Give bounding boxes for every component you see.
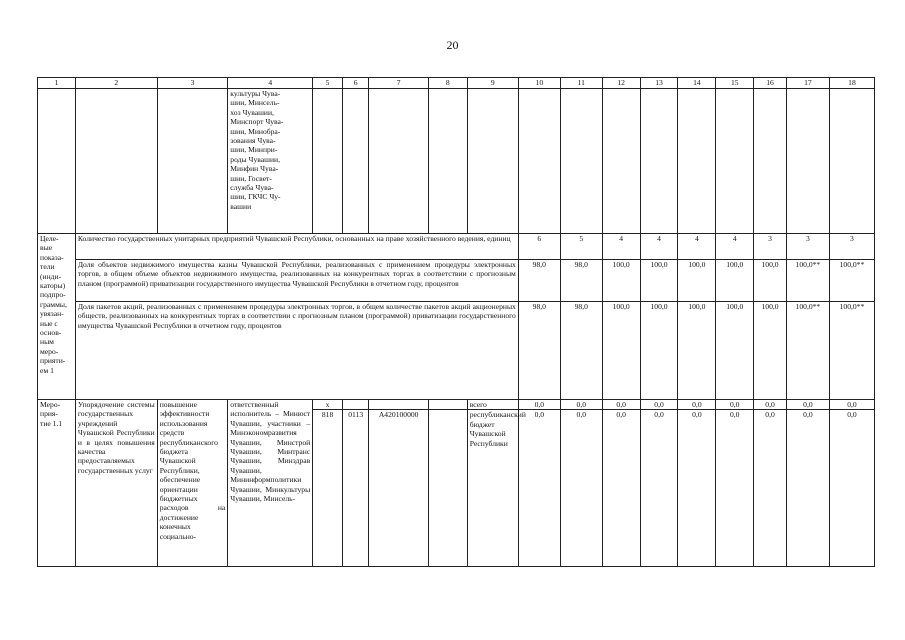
col-header: 8 xyxy=(428,78,467,89)
indicator-value: 4 xyxy=(716,234,754,260)
indicator-value: 100,0 xyxy=(640,302,678,400)
indicator-value: 98,0 xyxy=(518,302,560,400)
indicator-value: 98,0 xyxy=(560,302,602,400)
col-header: 13 xyxy=(640,78,678,89)
funding-value: 0,0 xyxy=(560,410,602,567)
indicator-value: 6 xyxy=(518,234,560,260)
indicator-value: 100,0 xyxy=(602,260,640,302)
col-header: 4 xyxy=(228,78,313,89)
indicator-text: Количество государственных унитарных предприятий Чувашской Республики, основанных на праве хозяйственного ведения, единиц xyxy=(75,234,518,260)
col-header: 2 xyxy=(75,78,157,89)
funding-value: 0,0 xyxy=(518,400,560,410)
funding-value: 0,0 xyxy=(716,410,754,567)
indicator-value: 3 xyxy=(786,234,829,260)
funding-value: 0,0 xyxy=(678,410,716,567)
col-header: 14 xyxy=(678,78,716,89)
expense-type xyxy=(428,410,467,567)
funding-source: республиканский бюджет Чувашской Республики xyxy=(467,410,518,567)
indicator-value: 100,0** xyxy=(786,260,829,302)
indicator-value: 98,0 xyxy=(560,260,602,302)
col-header: 18 xyxy=(829,78,874,89)
indicator-value: 100,0 xyxy=(602,302,640,400)
funding-value: 0,0 xyxy=(640,410,678,567)
indicator-row xyxy=(38,260,875,302)
responsible-continued: культуры Чува- шии, Минсель- хоз Чувашии, Минспорт Чува- шии, Минобра- зования Чува- шии, Минпри- роды Чувашии, Минфин Чува- шии, Госвет- служба Чува- шии, ГКЧС Чу- вашии xyxy=(228,89,313,234)
col-header: 5 xyxy=(313,78,343,89)
grbs-code: 818 xyxy=(313,410,343,567)
header-row xyxy=(38,78,875,89)
section-code: 0113 xyxy=(342,410,369,567)
target-article-code xyxy=(369,400,428,410)
funding-value: 0,0 xyxy=(754,410,787,567)
indicator-value: 3 xyxy=(829,234,874,260)
col-header: 12 xyxy=(602,78,640,89)
col-header: 3 xyxy=(157,78,228,89)
indicator-value: 100,0 xyxy=(754,260,787,302)
indicator-value: 100,0 xyxy=(678,260,716,302)
funding-value: 0,0 xyxy=(786,410,829,567)
funding-value: 0,0 xyxy=(786,400,829,410)
measure-row-total xyxy=(38,400,875,410)
indicator-value: 4 xyxy=(602,234,640,260)
col-header: 15 xyxy=(716,78,754,89)
funding-value: 0,0 xyxy=(754,400,787,410)
expense-type xyxy=(428,400,467,410)
indicator-value: 100,0 xyxy=(678,302,716,400)
indicators-label: Целе- вые показа- тели (инди- каторы) подпро- граммы, увязан- ные с основ- ным меро- прияти- ем 1 xyxy=(38,234,76,400)
indicator-text: Доля пакетов акций, реализованных с применением процедуры электронных торгов, в общем количестве пакетов акций акционерных обществ, реализованных на конкурентных торгах в соответствии с прогнозным планом (программой) приватизации государственного имущества Чувашской Республики в отчетном году, процентов xyxy=(75,302,518,400)
program-table xyxy=(37,77,875,567)
col-header: 7 xyxy=(369,78,428,89)
funding-value: 0,0 xyxy=(602,410,640,567)
funding-value: 0,0 xyxy=(678,400,716,410)
measure-label: Меро- прия- тие 1.1 xyxy=(38,400,76,567)
indicator-value: 100,0 xyxy=(716,302,754,400)
indicator-row xyxy=(38,234,875,260)
measure-responsible: ответственный исполнитель – Минюст Чувашии, участники – Минэкономразвития Чувашии, Минстрой Чувашии, Минтранс Чувашии, Минздрав Чувашии, Мининформполитики Чувашии, Минкультуры Чувашии, Минсель- xyxy=(228,400,313,567)
indicator-value: 100,0 xyxy=(716,260,754,302)
indicator-value: 100,0** xyxy=(786,302,829,400)
section-code xyxy=(342,400,369,410)
funding-value: 0,0 xyxy=(829,400,874,410)
indicator-value: 100,0** xyxy=(829,302,874,400)
page-number: 20 xyxy=(446,38,459,52)
target-article-code: А420100000 xyxy=(369,410,428,567)
indicator-value: 3 xyxy=(754,234,787,260)
continuation-row xyxy=(38,89,875,234)
col-header: 16 xyxy=(754,78,787,89)
funding-value: 0,0 xyxy=(716,400,754,410)
funding-value: 0,0 xyxy=(518,410,560,567)
indicator-row xyxy=(38,302,875,400)
col-header: 9 xyxy=(467,78,518,89)
grbs-code: x xyxy=(313,400,343,410)
indicator-value: 4 xyxy=(640,234,678,260)
funding-value: 0,0 xyxy=(602,400,640,410)
col-header: 6 xyxy=(342,78,369,89)
indicator-text: Доля объектов недвижимого имущества казны Чувашской Республики, реализованных с применением процедуры электронных торгов, в общем объеме объектов недвижимого имущества, реализованных на конкурентных торгах в соответствии с прогнозным планом (программой) приватизации государственного имущества Чувашской Республики в отчетном году, процентов xyxy=(75,260,518,302)
funding-value: 0,0 xyxy=(560,400,602,410)
col-header: 11 xyxy=(560,78,602,89)
indicator-value: 4 xyxy=(678,234,716,260)
indicator-value: 5 xyxy=(560,234,602,260)
funding-value: 0,0 xyxy=(640,400,678,410)
indicator-value: 100,0 xyxy=(640,260,678,302)
funding-value: 0,0 xyxy=(829,410,874,567)
indicator-value: 100,0** xyxy=(829,260,874,302)
measure-name: Упорядочение системы государственных учреждений Чувашской Республики и в целях повышения качества предоставляемых государственных услуг xyxy=(75,400,157,567)
funding-source: всего xyxy=(467,400,518,410)
indicator-value: 98,0 xyxy=(518,260,560,302)
col-header: 10 xyxy=(518,78,560,89)
measure-goal: повышение эффективности использования средств республиканского бюджета Чувашской Республики, обеспечение ориентации бюджетных расходов на достижение конечных социально- xyxy=(157,400,228,567)
col-header: 1 xyxy=(38,78,76,89)
col-header: 17 xyxy=(786,78,829,89)
indicator-value: 100,0 xyxy=(754,302,787,400)
